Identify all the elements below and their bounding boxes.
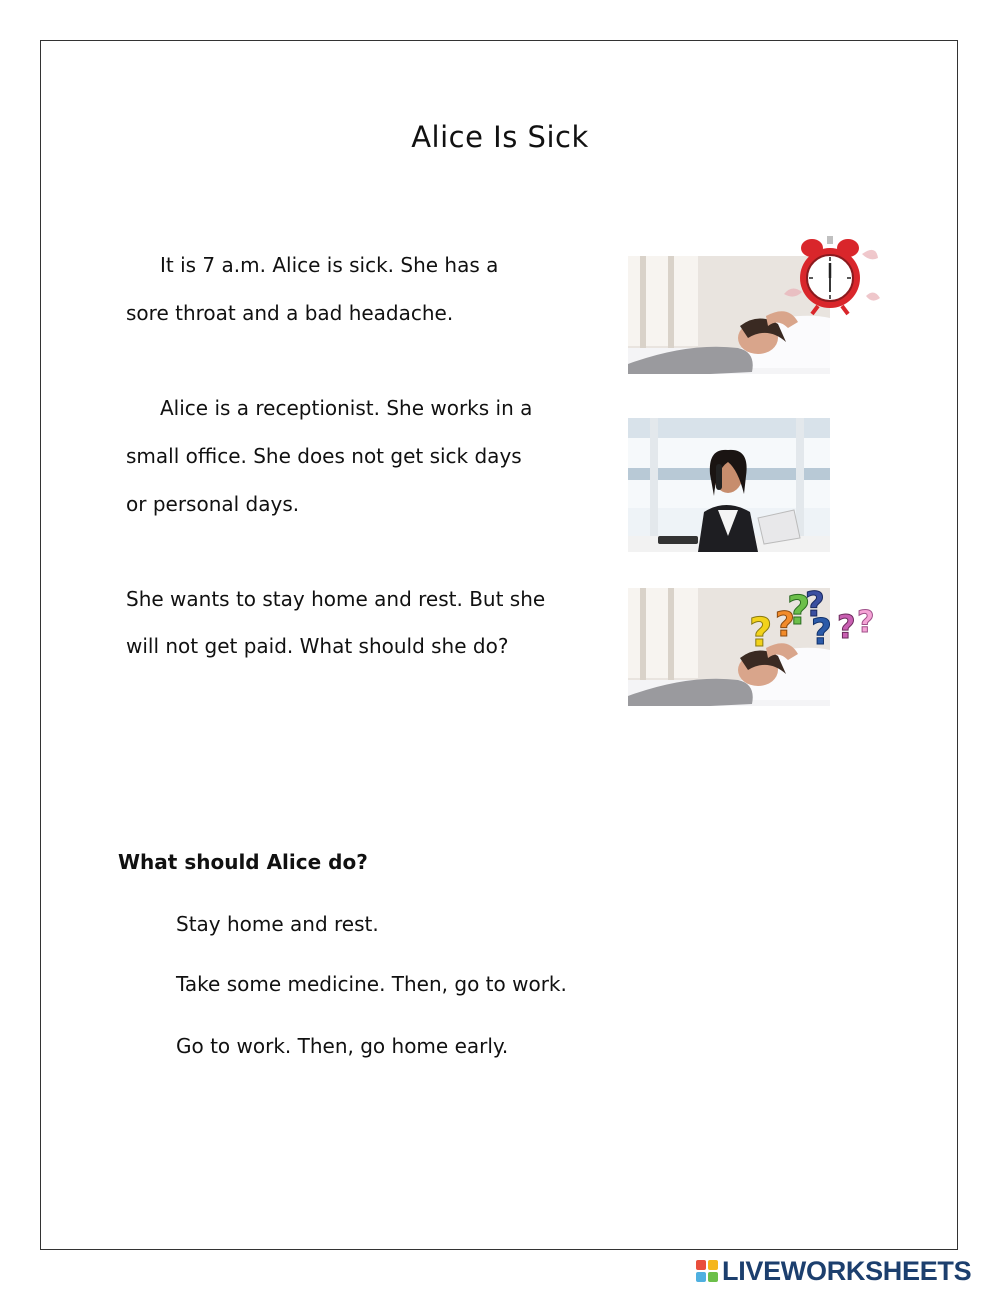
svg-text:?: ? [811, 612, 832, 653]
paragraph-line: small office. She does not get sick days [126, 444, 522, 468]
paragraph-line: She wants to stay home and rest. But she [126, 587, 546, 611]
worksheet-title: Alice Is Sick [411, 120, 589, 154]
logo-block [696, 1260, 706, 1270]
logo-block [708, 1272, 718, 1282]
answer-option-3[interactable]: Go to work. Then, go home early. [176, 1034, 509, 1058]
logo-block [696, 1272, 706, 1282]
paragraph-line: sore throat and a bad headache. [126, 301, 454, 325]
paragraph-line: Alice is a receptionist. She works in a [160, 396, 533, 420]
svg-text:?: ? [837, 608, 856, 646]
svg-text:?: ? [805, 585, 825, 625]
answer-option-1[interactable]: Stay home and rest. [176, 912, 379, 936]
svg-text:?: ? [749, 610, 773, 656]
question-marks-icon [745, 584, 880, 656]
answer-option-2[interactable]: Take some medicine. Then, go to work. [176, 972, 567, 996]
svg-text:?: ? [857, 605, 875, 640]
paragraph-line: will not get paid. What should she do? [126, 634, 509, 658]
paragraph-line: It is 7 a.m. Alice is sick. She has a [160, 253, 499, 277]
paragraph-line: or personal days. [126, 492, 300, 516]
receptionist-photo [628, 418, 830, 552]
logo-block [708, 1260, 718, 1270]
svg-text:?: ? [775, 605, 795, 645]
svg-text:?: ? [787, 588, 811, 634]
alarm-clock-icon [782, 234, 880, 316]
liveworksheets-logo[interactable] [696, 1256, 971, 1286]
question-heading: What should Alice do? [118, 850, 368, 874]
logo-blocks-icon [696, 1260, 718, 1282]
logo-text: LIVEWORKSHEETS [722, 1255, 972, 1286]
